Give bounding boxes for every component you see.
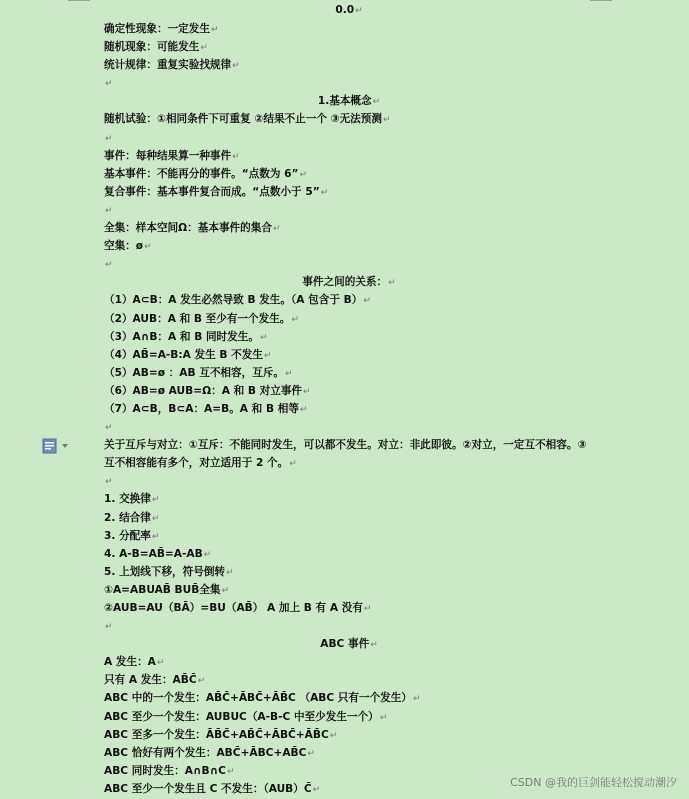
text-line: 4. A-B=AB̄=A-AB↵	[104, 547, 212, 560]
line-text: （3）A∩B：A 和 B 同时发生。	[104, 330, 259, 343]
text-line: （5）AB=ø ：AB 互不相容，互斥。↵	[104, 366, 293, 379]
empty-line: ↵	[105, 423, 113, 434]
line-text: 全集：样本空间Ω：基本事件的集合	[104, 222, 272, 235]
line-text: 事件之间的关系：	[302, 276, 388, 289]
text-line: 事件之间的关系：↵	[302, 276, 396, 289]
page-corner-left	[68, 0, 90, 1]
side-comment-icon[interactable]	[42, 438, 70, 454]
text-line: 随机试验：①相同条件下可重复 ②结果不止一个 ③无法预测↵	[104, 113, 391, 126]
text-line: ABC 至多一个发生：ĀB̄C̄+AB̄C̄+ĀBC̄+ĀB̄C↵	[104, 728, 338, 741]
page-header: 0.0↵	[335, 4, 363, 16]
empty-line: ↵	[105, 205, 113, 216]
text-line: （7）A⊂B，B⊂A：A=B。A 和 B 相等↵	[104, 402, 308, 415]
line-text: 3. 分配率	[104, 529, 151, 542]
text-line: 空集：ø↵	[104, 240, 152, 253]
watermark: CSDN @我的巨剑能轻松搅动潮汐	[510, 776, 677, 789]
line-text: 空集：ø	[104, 240, 144, 253]
line-text: ABC 同时发生：A∩B∩C	[104, 764, 226, 777]
paragraph: 关于互斥与对立：①互斥：不能同时发生，可以都不发生。对立：非此即彼。②对立，一定互不相容。③互不相容能有多个，对立适用于 2 个。↵	[104, 439, 587, 470]
line-text: 随机试验：①相同条件下可重复 ②结果不止一个 ③无法预测	[104, 113, 382, 126]
text-line: 复合事件：基本事件复合而成。“点数小于 5”↵	[104, 185, 329, 198]
line-text: （1）A⊂B：A 发生必然导致 B 发生。（A 包含于 B）	[104, 294, 363, 307]
line-text: ABC 至少一个发生且 C 不发生：（AUB）C̄	[104, 782, 312, 795]
line-text: ①A=ABUAB̄ BUB̄全集	[104, 583, 221, 596]
line-text: 关于互斥与对立：①互斥：不能同时发生，可以都不发生。对立：非此即彼。②对立，一定互不相容。③互不相容能有多个，对立适用于 2 个。	[104, 439, 587, 470]
text-line: ABC 至少一个发生且 C 不发生：（AUB）C̄↵	[104, 782, 321, 795]
text-line: 随机现象：可能发生↵	[104, 41, 208, 54]
text-line: （2）AUB：A 和 B 至少有一个发生。↵	[104, 312, 299, 325]
text-line: 1.基本概念↵	[317, 95, 381, 108]
line-text: 2. 结合律	[104, 511, 151, 524]
line-text: ABC 事件	[320, 638, 370, 651]
text-line: ABC 至少一个发生：AUBUC（A-B-C 中至少发生一个）↵	[104, 710, 388, 723]
line-text: 5. 上划线下移，符号倒转	[104, 565, 226, 578]
line-text: （5）AB=ø ：AB 互不相容，互斥。	[104, 366, 284, 379]
text-line: 统计规律：重复实验找规律↵	[104, 59, 240, 72]
header-text: 0.0	[335, 4, 355, 16]
line-text: ABC 至多一个发生：ĀB̄C̄+AB̄C̄+ĀBC̄+ĀB̄C	[104, 728, 329, 741]
line-text: 4. A-B=AB̄=A-AB	[104, 547, 203, 560]
line-text: 只有 A 发生：AB̄C̄	[104, 674, 197, 687]
line-text: 复合事件：基本事件复合而成。“点数小于 5”	[104, 185, 320, 198]
empty-line: ↵	[105, 79, 113, 90]
line-text: （2）AUB：A 和 B 至少有一个发生。	[104, 312, 291, 325]
empty-line: ↵	[105, 133, 113, 144]
empty-line: ↵	[105, 260, 113, 271]
line-text: 1.基本概念	[317, 95, 372, 108]
text-line: 5. 上划线下移，符号倒转↵	[104, 565, 234, 578]
line-text: ABC 中的一个发生：AB̄C̄+ĀBC̄+ĀB̄C （ABC 只有一个发生）	[104, 692, 412, 705]
line-text: ②AUB=AU（BĀ）=BU（AB̄） A 加上 B 有 A 没有	[104, 602, 363, 614]
document-page	[104, 0, 594, 798]
text-line: （6）AB=ø AUB=Ω：A 和 B 对立事件↵	[104, 384, 311, 397]
text-line: ②AUB=AU（BĀ）=BU（AB̄） A 加上 B 有 A 没有↵	[104, 602, 372, 614]
text-line: ABC 中的一个发生：AB̄C̄+ĀBC̄+ĀB̄C （ABC 只有一个发生）↵	[104, 692, 421, 705]
line-text: （6）AB=ø AUB=Ω：A 和 B 对立事件	[104, 384, 303, 397]
text-line: ABC 同时发生：A∩B∩C↵	[104, 764, 235, 777]
text-line: A 发生：A↵	[104, 656, 165, 669]
line-text: A 发生：A	[104, 656, 156, 669]
text-line: （3）A∩B：A 和 B 同时发生。↵	[104, 330, 268, 343]
text-line: 事件：每种结果算一种事件↵	[104, 149, 240, 162]
line-text: 1. 交换律	[104, 493, 151, 506]
line-text: （4）AB̄=A-B:A 发生 B 不发生	[104, 348, 263, 361]
text-line: 3. 分配率↵	[104, 529, 160, 542]
empty-line: ↵	[105, 622, 113, 633]
line-text: 随机现象：可能发生	[104, 41, 200, 54]
text-line: 1. 交换律↵	[104, 493, 160, 506]
text-line: （4）AB̄=A-B:A 发生 B 不发生↵	[104, 348, 272, 361]
line-text: ABC 至少一个发生：AUBUC（A-B-C 中至少发生一个）	[104, 710, 379, 723]
line-text: 确定性现象：一定发生	[104, 23, 210, 35]
line-text: ABC 恰好有两个发生：ABC̄+ĀBC+AB̄C	[104, 746, 307, 759]
line-text: 事件：每种结果算一种事件	[104, 149, 232, 162]
text-line: ABC 恰好有两个发生：ABC̄+ĀBC+AB̄C↵	[104, 746, 315, 759]
text-line: （1）A⊂B：A 发生必然导致 B 发生。（A 包含于 B）↵	[104, 294, 371, 307]
text-line: 基本事件：不能再分的事件。“点数为 6”↵	[104, 167, 308, 180]
text-line: 确定性现象：一定发生↵	[104, 23, 219, 35]
line-text: 基本事件：不能再分的事件。“点数为 6”	[104, 167, 299, 180]
text-line: 全集：样本空间Ω：基本事件的集合↵	[104, 222, 281, 235]
empty-line: ↵	[105, 477, 113, 488]
text-line: 只有 A 发生：AB̄C̄↵	[104, 674, 206, 687]
line-text: 统计规律：重复实验找规律	[104, 59, 232, 72]
text-line: 2. 结合律↵	[104, 511, 160, 524]
document-body	[104, 20, 594, 798]
line-text: （7）A⊂B，B⊂A：A=B。A 和 B 相等	[104, 402, 299, 415]
text-line: ABC 事件↵	[320, 638, 378, 651]
text-line: ①A=ABUAB̄ BUB̄全集↵	[104, 583, 230, 596]
